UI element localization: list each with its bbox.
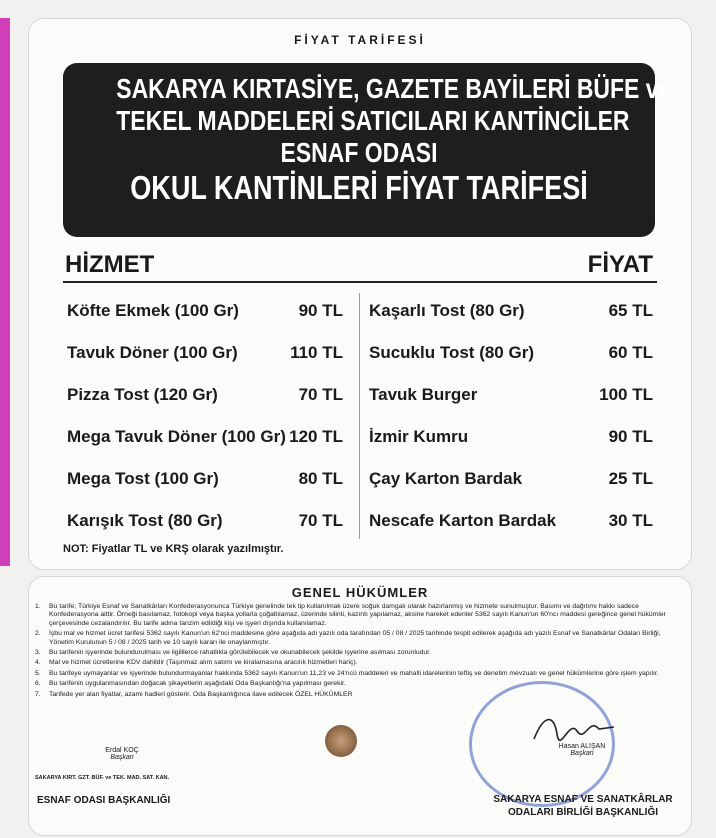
header-line-2: TEKEL MADDELERİ SATICILARI KANTİNCİLER (116, 105, 630, 136)
general-rules-sheet (28, 576, 692, 836)
rules-list (35, 603, 683, 701)
item-price: 110 TL (290, 343, 343, 362)
item-name: Tavuk Burger (369, 385, 478, 404)
item-price: 60 TL (608, 343, 653, 362)
header-line-3: ESNAF ODASI (280, 137, 438, 168)
chamber-fine-print: SAKARYA KIRT. GZT. BÜF. ve TEK. MAD. SAT. KAN. (35, 775, 170, 781)
item-price: 100 TL (599, 385, 653, 404)
item-price: 70 TL (298, 385, 343, 404)
item-name: Köfte Ekmek (100 Gr) (67, 301, 239, 320)
union-footer-line-2: ODALARI BİRLİĞİ BAŞKANLIĞI (508, 807, 658, 818)
item-name: Mega Tavuk Döner (100 Gr) (67, 427, 286, 446)
header-box (63, 63, 672, 237)
header-line-1: SAKARYA KIRTASİYE, GAZETE BAYİLERİ BÜFE ve (116, 73, 672, 104)
item-name: Tavuk Döner (100 Gr) (67, 343, 238, 362)
signer-left-name: Erdal KOÇ (105, 747, 139, 754)
rule-item: 6. Bu tarifenin uygulanmasından doğacak şikayetlerin aşağıdaki Oda Başkanlığı'na yapılması gerekir. (35, 680, 346, 688)
price-tariff-sheet (28, 18, 692, 570)
item-price: 25 TL (608, 469, 653, 488)
rule-item: 5. Bu tarifeye uymayanlar ve işyerinde bulundurmayanlar hakkında 5362 sayılı Kanun'un 11,23 ve 24'ncü maddeleri ve mahalli idarelerinin teftiş ve denetim mevzuatı ve genel hükümlerine göre işlem yapılır. (35, 669, 659, 677)
chamber-footer: ESNAF ODASI BAŞKANLIĞI (37, 795, 171, 806)
item-price: 120 TL (289, 427, 343, 446)
item-price: 65 TL (608, 301, 653, 320)
rule-item: 7. Tarifede yer alan fiyatlar, azami hadleri gösterir. Oda Başkanlığınca ilave edilecek ÖZEL HÜKÜMLER (35, 690, 353, 698)
item-name: Karışık Tost (80 Gr) (67, 511, 223, 530)
union-footer (493, 793, 673, 819)
union-footer-line-1: SAKARYA ESNAF VE SANATKÂRLAR (493, 794, 673, 805)
signer-right-name: Hasan ALIŞAN (558, 743, 606, 750)
pink-edge-strip (0, 18, 10, 566)
tariff-label: FİYAT TARİFESİ (294, 33, 426, 47)
column-header-service: HİZMET (65, 251, 155, 278)
item-price: 90 TL (608, 427, 653, 446)
header-divider (63, 281, 657, 283)
rule-item: 2. İşbu mal ve hizmet ücret tarifesi 5362 sayılı Kanun'un 62'nci maddesine göre aşağıda adı yazılı oda tarafından 05 / 08 / 2025 tarihinde tespit edilerek aşağıda adı yazılı Esnaf ve Sanatkârlar Odaları Birliği, Yönetim Kurulunun 5 / 08 / 2025 tarih ve 10 sayılı kararı ile onaylanmıştır. (35, 630, 661, 646)
embossed-seal (325, 725, 357, 757)
item-price: 90 TL (298, 301, 343, 320)
rule-item: 3. Bu tarifenin işyerinde bulundurulması ve ilgililerce rahatlıkla görülebilecek ve okunabilecek şekilde işyerine asılması zorunludur. (35, 649, 431, 657)
item-price: 30 TL (608, 511, 653, 530)
item-name: Sucuklu Tost (80 Gr) (369, 343, 534, 362)
header-line-4: OKUL KANTİNLERİ FİYAT TARİFESİ (130, 169, 588, 206)
tariff-note: NOT: Fiyatlar TL ve KRŞ olarak yazılmıştır. (63, 543, 284, 555)
item-name: Pizza Tost (120 Gr) (67, 385, 218, 404)
rule-item: 4. Mal ve hizmet ücretlerine KDV dahildir (Taşınmaz alım satımı ve kiralamasına aracılık hizmetleri hariç). (35, 659, 358, 667)
item-name: İzmir Kumru (369, 427, 469, 446)
signer-left-title: Başkan (110, 754, 134, 761)
rules-title: GENEL HÜKÜMLER (291, 585, 429, 600)
item-name: Çay Karton Bardak (369, 469, 523, 488)
signer-right-title: Başkan (570, 750, 594, 757)
signer-left (79, 747, 165, 761)
item-name: Nescafe Karton Bardak (369, 511, 557, 530)
column-header-price: FİYAT (587, 251, 653, 278)
signer-right (537, 743, 627, 757)
column-divider (359, 293, 360, 539)
item-name: Mega Tost (100 Gr) (67, 469, 219, 488)
rule-item: 1. Bu tarife; Türkiye Esnaf ve Sanatkârları Konfederasyonunca Türkiye genelinde tek tip kullanılmak üzere soğuk damgalı olarak hazırlanmış ve hizmete sunulmuştur. Basımı ve dağıtımı hakkı sadece Konfederasyona aittir. Örneği basılamaz, fotokopi veya başka yollarla çoğaltılamaz, üzerinde silinti, kazıntı yapılamaz, aksine hareket edenler 5362 sayılı Kanun'un 60'ncı maddesi gereğince genel hükümler çerçevesinde cezalandırılır. Bu tarife adına tanzim edildiği kişi ve işyeri dışında kullanılamaz. (35, 603, 666, 627)
item-price: 80 TL (298, 469, 343, 488)
item-name: Kaşarlı Tost (80 Gr) (369, 301, 525, 320)
item-price: 70 TL (298, 511, 343, 530)
